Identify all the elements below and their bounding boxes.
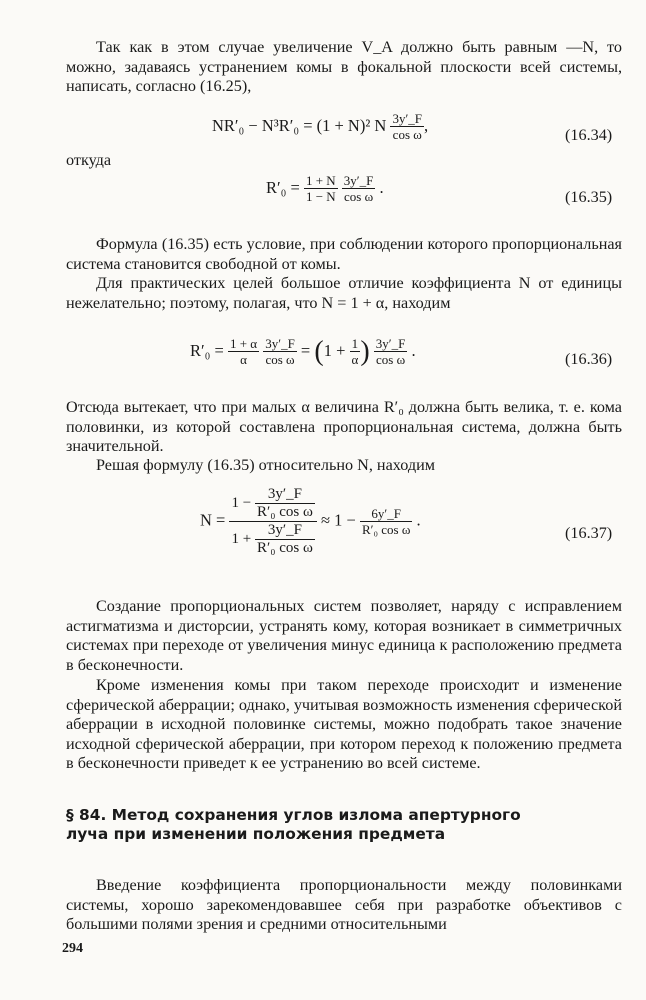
eq-16-35-num-1: 1 + N bbox=[305, 173, 336, 188]
equation-number-16-36: (16.36) bbox=[565, 350, 613, 368]
equation-number-16-37: (16.37) bbox=[565, 524, 613, 542]
eq-16-35-fraction-1 bbox=[304, 174, 338, 204]
eq-16-37-tnum: 3y′_F bbox=[267, 486, 302, 502]
equation-number-16-34: (16.34) bbox=[565, 126, 613, 144]
equation-number-16-35: (16.35) bbox=[565, 188, 613, 206]
eq-16-37-main-fraction bbox=[229, 486, 316, 557]
eq-16-37-lower-fraction bbox=[255, 522, 315, 557]
paragraph-proportional-systems: Создание пропорциональных систем позволяет, наряду с исправлением астигматизма и дисторсии, устранять кому, которая возникает в симметричных системах при переходе от увеличения минус единица к расположению предмета в бесконечности. bbox=[66, 597, 622, 674]
eq-16-36-fraction-1 bbox=[228, 337, 259, 367]
eq-16-36-fraction-2 bbox=[263, 337, 297, 367]
eq-16-37-bden: R′₀ cos ω bbox=[256, 540, 313, 556]
word-otkuda: откуда bbox=[66, 151, 112, 169]
eq-16-36-lhs: R′₀ = bbox=[190, 340, 224, 360]
eq-16-36-mid: 1 + bbox=[323, 340, 346, 360]
paragraph-spherical: Кроме изменения комы при таком переходе происходит и изменение сферической аберрации; однако, учитывая возможность изменения сферической аберрации в исходной половинке системы, можно подобрать такое значение исходной сферической аберрации, при котором переход к положению предмета в бесконечности приведет к ее устранению во всей системе. bbox=[66, 676, 622, 773]
eq-16-36-num-4: 3y′_F bbox=[375, 336, 406, 351]
page-number: 294 bbox=[62, 941, 83, 956]
eq-16-35-den-1: 1 − N bbox=[305, 189, 336, 204]
eq-16-36-fraction-3 bbox=[350, 337, 361, 367]
eq-16-37-bot: 1 + bbox=[231, 530, 252, 547]
eq-16-35-lhs: R′₀ = bbox=[266, 177, 300, 197]
eq-16-37-lower bbox=[229, 521, 316, 557]
equation-16-34: NR′₀ − N³R′₀ = (1 + N)² N $\frac{3y'\_F}{\text{cos ω}}$ , bbox=[212, 111, 429, 142]
eq-16-34-num: 3y′_F bbox=[392, 111, 423, 126]
eq-16-37-bnum: 3y′_F bbox=[267, 522, 302, 538]
eq-16-36-fraction-4 bbox=[374, 337, 408, 367]
eq-16-37-upper-fraction bbox=[255, 486, 315, 521]
eq-16-34-lhs: NR′₀ − N³R′₀ = (1 + N)² N bbox=[212, 115, 387, 135]
eq-16-37-approx: ≈ 1 − bbox=[320, 510, 356, 530]
eq-16-34-fraction bbox=[390, 112, 424, 142]
eq-16-36-den-3: α bbox=[351, 352, 359, 367]
section-heading: § 84. Метод сохранения углов излома апертурного луча при изменении положения предмета bbox=[66, 806, 521, 843]
paragraph-condition: Формула (16.35) есть условие, при соблюдении которого пропорциональная система становится свободной от комы. bbox=[66, 235, 622, 273]
eq-16-36-num-2: 3y′_F bbox=[265, 336, 295, 351]
eq-16-37-lhs: N = bbox=[200, 510, 226, 530]
eq-16-35-num-2: 3y′_F bbox=[343, 173, 374, 188]
eq-16-36-den-2: cos ω bbox=[263, 351, 297, 367]
paragraph-intro: Так как в этом случае увеличение V_A должно быть равным —N, то можно, задаваясь устранением комы в фокальной плоскости всей системы, написать, согласно (16.25), bbox=[66, 38, 622, 96]
eq-16-36-num-1: 1 + α bbox=[229, 336, 258, 351]
paragraph-practical: Для практических целей большое отличие коэффициента N от единицы нежелательно; поэтому, полагая, что N = 1 + α, находим bbox=[66, 274, 622, 312]
eq-16-37-rden: R′₀ cos ω bbox=[361, 521, 411, 537]
eq-16-37-rnum: 6y′_F bbox=[371, 505, 401, 521]
eq-16-36-den-4: cos ω bbox=[374, 351, 408, 367]
eq-16-35-fraction-2 bbox=[342, 174, 376, 204]
eq-16-37-top: 1 − bbox=[231, 494, 252, 511]
paragraph-solving: Решая формулу (16.35) относительно N, находим bbox=[96, 456, 436, 474]
eq-16-37-upper bbox=[229, 486, 316, 521]
eq-16-36-num-3: 1 bbox=[351, 336, 359, 351]
eq-16-35-den-2: cos ω bbox=[342, 188, 376, 204]
eq-16-36-den-1: α bbox=[228, 351, 259, 367]
paragraph-consequence: Отсюда вытекает, что при малых α величина R′₀ должна быть велика, т. е. кома половинки, из которой составлена пропорциональная система, должна быть значительной. bbox=[66, 398, 622, 456]
eq-16-34-den: cos ω bbox=[390, 126, 424, 142]
eq-16-37-right-fraction bbox=[360, 507, 412, 537]
eq-16-37-tden: R′₀ cos ω bbox=[256, 504, 313, 520]
equation-16-35: R′₀ = $\frac{1 + N}{1 - N}$ $\frac{3y'\_F}{\text{cos ω}}$ . bbox=[266, 173, 384, 204]
paragraph-introduction-coefficient: Введение коэффициента пропорциональности между половинками системы, хорошо зарекомендовавшее себя при разработке объективов с большими полями зрения и средними относительными bbox=[66, 876, 622, 934]
equation-16-36: R′₀ = $\frac{1 + \alpha}{\alpha}$ $\frac{3y'\_F}{\text{cos ω}}$ = (1 + $\frac{1}{\alpha}$ ) $\frac{3y'\_F}{\text{cos ω}}$ . bbox=[190, 336, 416, 367]
equation-16-37: N = 1 − $\frac{3y'\_F}{\text{R′₀ cos ω}}$ 1 + $\frac{3y'\_F}{\text{R′₀ cos ω}}$ ≈ 1 − $\frac{6y'\_F}{\text{R′₀ cos ω}}$ . bbox=[200, 486, 421, 556]
